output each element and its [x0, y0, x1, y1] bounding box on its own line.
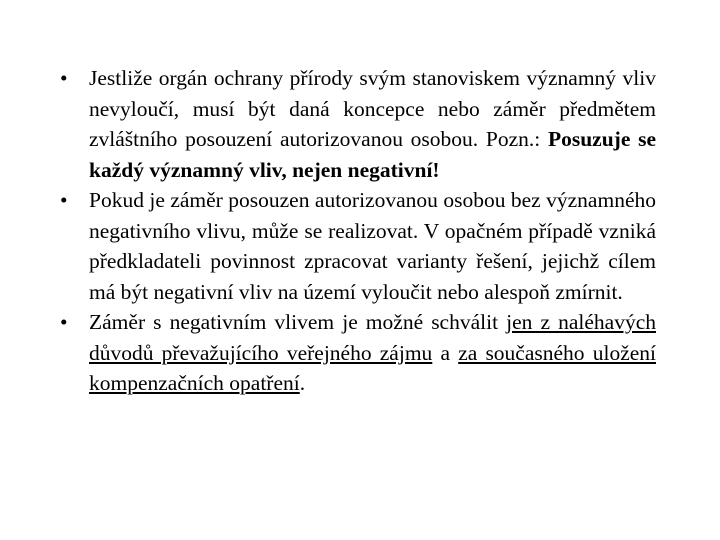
bullet-item-evaluation: [60, 63, 656, 185]
bullet-item-realization: [60, 185, 656, 307]
bullet-text: Jestliže orgán ochrany přírody svým stanoviskem významný vliv nevyloučí, musí být daná koncepce nebo záměr předmětem zvláštního posouzení autorizovanou osobou. Pozn.:: [89, 66, 656, 151]
bullet-text-connector: a: [432, 340, 459, 365]
bullet-underlined-compensation: za současného uložení kompenzačních opatření: [89, 340, 657, 395]
bullet-marker: •: [60, 310, 68, 334]
bullet-text: Záměr s negativním vlivem je možné schválit: [89, 310, 507, 334]
bullet-underlined-reason: jen z naléhavých důvodů převažujícího veřejného zájmu: [89, 310, 657, 365]
bullet-marker: •: [60, 188, 68, 212]
bullet-marker: •: [60, 66, 68, 90]
bullet-list: [60, 63, 656, 399]
bullet-text: Pokud je záměr posouzen autorizovanou osobou bez významného negativního vlivu, může se realizovat. V opačném případě vzniká předkladateli povinnost zpracovat varianty řešení, jejichž cílem má být negativní vliv na území vyloučit nebo alespoň zmírnit.: [89, 188, 656, 304]
bullet-bold-note: Posuzuje se každý významný vliv, nejen negativní!: [89, 127, 657, 182]
bullet-text-end: .: [299, 371, 306, 395]
bullet-item-approval: [60, 307, 656, 399]
